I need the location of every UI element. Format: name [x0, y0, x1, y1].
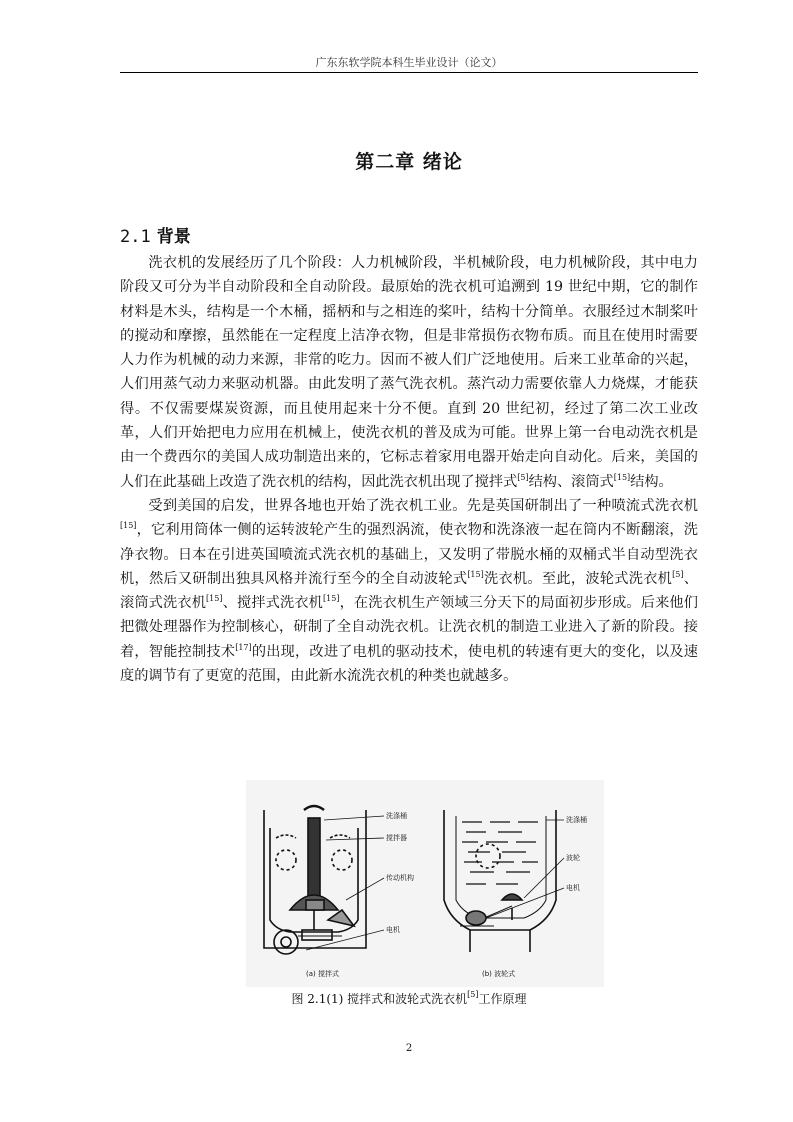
- text-segment: 洗衣机。至此，波轮式洗衣机: [483, 570, 673, 587]
- citation: [15]: [206, 594, 223, 604]
- caption-text: 图 2.1(1) 搅拌式和波轮式洗衣机: [291, 992, 468, 1006]
- fig-label-b3: 电机: [566, 884, 580, 892]
- agitator-cap: [304, 806, 324, 810]
- water-flow-right: [332, 850, 352, 870]
- text-segment: 洗衣机的发展经历了几个阶段：人力机械阶段，半机械阶段，电力机械阶段，其中电力阶段又可分为半自动阶段和全自动阶段。最原始的洗衣机可追溯到 19 世纪中期，它的制作材料是木头，结构是一个木桶，摇柄和与之相连的桨叶，结构十分简单。衣服经过木制桨叶的搅动和摩擦，虽然能在一定程度上洁净衣物，但是非常损伤衣物布质。而且在使用时需要人力作为机械的动力来源，非常的吃力。因而不被人们广泛地使用。后来工业革命的兴起，人们用蒸气动力来驱动机器。由此发明了蒸气洗衣机。蒸汽动力需要依靠人力烧煤，才能获得。不仅需要煤炭资源，而且使用起来十分不便。直到 20 世纪初，经过了第二次工业改革，人们开始把电力应用在机械上，使洗衣机的普及成为可能。世界上第一台电动洗衣机是由一个费西尔的美国人成功制造出来的，它标志着家用电器开始走向自动化。后来，美国的人们在此基础上改造了洗衣机的结构，因此洗衣机出现了搅拌式: [120, 255, 698, 490]
- fig-label-a1: 洗涤桶: [386, 812, 407, 820]
- water-waves: [462, 822, 538, 884]
- text-segment: 受到美国的启发，世界各地也开始了洗衣机工业。先是英国研制出了一种喷流式洗衣机: [148, 497, 698, 514]
- pulsator: [502, 894, 522, 900]
- fig-label-a3: 传动机构: [386, 874, 414, 882]
- citation: [5]: [517, 472, 529, 482]
- section-title: 背景: [156, 227, 191, 247]
- section-heading: [120, 222, 191, 247]
- page-number: 2: [405, 1043, 413, 1054]
- text-segment: 结构、滚筒式: [528, 473, 614, 490]
- header-rule: [120, 72, 698, 73]
- citation: [17]: [235, 642, 252, 652]
- motor-b: [466, 911, 486, 925]
- citation: [5]: [467, 990, 479, 999]
- citation: [15]: [467, 569, 484, 579]
- fig-label-b1: 洗涤桶: [566, 816, 587, 824]
- text-segment: 、搅拌式洗衣机: [222, 595, 324, 612]
- citation: [15]: [120, 521, 137, 531]
- text-segment: 的出现，改进了电机的驱动技术，使电机的转速有更大的变化，以及速度的调节有了更宽的范围，由此新水流洗衣机的种类也就越多。: [120, 643, 698, 685]
- text-segment: 、滚筒式洗衣机: [120, 570, 698, 612]
- text-segment: ，在洗衣机生产领域三分天下的局面初步形成。后来他们把微处理器作为控制核心，研制了全自动洗衣机。让洗衣机的制造工业进入了新的阶段。接着，智能控制技术: [120, 595, 698, 660]
- citation: [15]: [613, 472, 631, 482]
- section-number: 2.1: [120, 227, 151, 247]
- figure-drawing: [246, 780, 604, 987]
- fig-label-a4: 电机: [386, 926, 400, 934]
- citation: [15]: [323, 594, 340, 604]
- paragraph-2: [120, 494, 698, 688]
- fig-sub-caption-b: (b) 波轮式: [482, 970, 516, 978]
- fig-sub-caption-a: (a) 搅拌式: [306, 970, 339, 978]
- fig-label-a2: 搅拌器: [386, 834, 407, 842]
- water-flow-left: [276, 850, 296, 870]
- wash-tub-b: [444, 810, 556, 930]
- text-segment: 结构。: [630, 473, 673, 490]
- agitator-shaft: [308, 818, 320, 904]
- running-header: 广东东软学院本科生毕业设计（论文）: [315, 56, 503, 69]
- paragraph-1: [120, 251, 698, 494]
- fig-label-b2: 波轮: [566, 854, 580, 862]
- figure-caption: [120, 990, 698, 1007]
- motor-a: [274, 930, 298, 954]
- caption-text: 工作原理: [478, 992, 527, 1006]
- chapter-title: 第二章 绪论: [355, 151, 463, 173]
- body-text: [120, 251, 698, 688]
- citation: [5]: [672, 569, 684, 579]
- text-segment: ，它利用筒体一侧的运转波轮产生的强烈涡流，使衣物和洗涤液一起在筒内不断翻滚，洗净衣物。日本在引进英国喷流式洗衣机的基础上，又发明了带脱水桶的双桶式半自动型洗衣机，然后又研制出独具风格并流行至今的全自动波轮式: [120, 522, 698, 587]
- washing-machine-figure: [246, 780, 604, 987]
